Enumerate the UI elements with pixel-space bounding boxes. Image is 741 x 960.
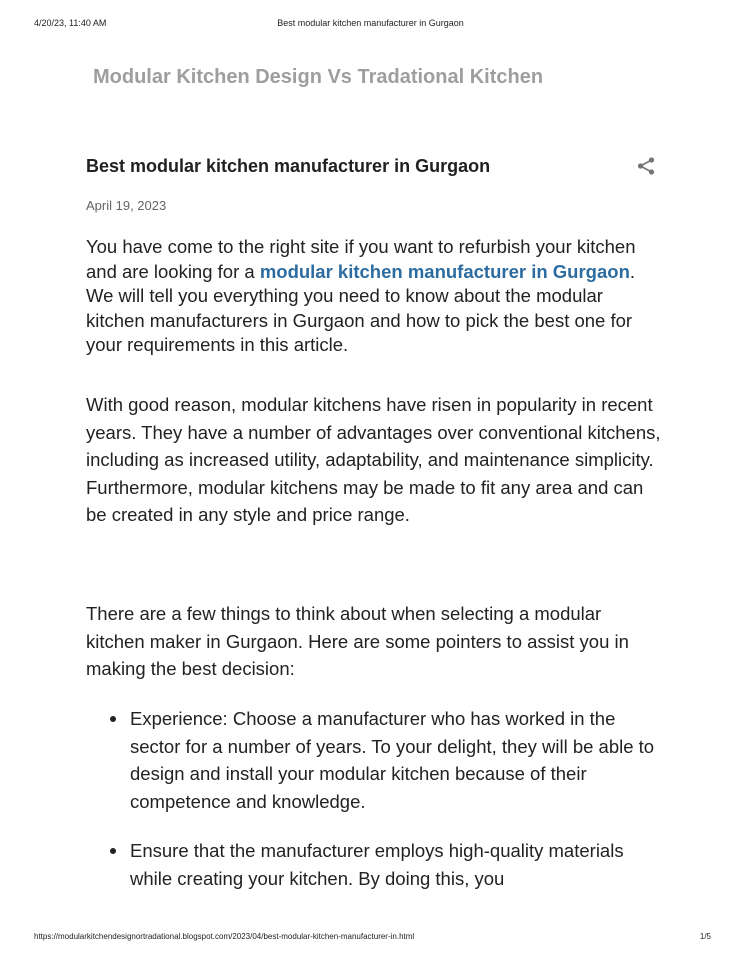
body-paragraph	[86, 600, 661, 683]
blog-title[interactable]: Modular Kitchen Design Vs Tradational Kitchen	[93, 66, 544, 88]
paragraph-pointers: There are a few things to think about when selecting a modular kitchen maker in Gurgaon. Here are some pointers to assist you in making the best decision:	[86, 603, 629, 679]
intro-paragraph	[86, 235, 661, 358]
list-item: Ensure that the manufacturer employs high-quality materials while creating your kitchen. By doing this, you	[105, 837, 665, 892]
print-header	[0, 18, 741, 30]
manufacturer-link[interactable]: modular kitchen manufacturer in Gurgaon	[259, 260, 630, 282]
list-item: Experience: Choose a manufacturer who has worked in the sector for a number of years. To your delight, they will be able to design and install your modular kitchen because of their competence and knowledge.	[105, 705, 665, 815]
intro-text-before: You have come to the right site if you want to refurbish your kitchen and are looking for a	[86, 236, 636, 282]
print-url: https://modularkitchendesignortradational.blogspot.com/2023/04/best-modular-kitchen-manufacturer-in.html	[34, 932, 415, 941]
body-paragraph	[86, 391, 661, 529]
intro-text-after: . We will tell you everything you need to know about the modular kitchen manufacturers in Gurgaon and how to pick the best one for your requirements in this article.	[86, 260, 636, 355]
bullet-list	[105, 705, 665, 815]
post-date: April 19, 2023	[86, 198, 167, 213]
page-number: 1/5	[699, 932, 711, 941]
bullet-list	[105, 837, 665, 892]
print-page-title: Best modular kitchen manufacturer in Gurgaon	[277, 18, 464, 28]
share-icon[interactable]	[636, 156, 656, 176]
print-datetime: 4/20/23, 11:40 AM	[34, 18, 107, 28]
post-title: Best modular kitchen manufacturer in Gurgaon	[86, 156, 491, 176]
paragraph-advantages: With good reason, modular kitchens have risen in popularity in recent years. They have a number of advantages over conventional kitchens, including as increased utility, adaptability, and maintenance simplicity. Furthermore, modular kitchens may be made to fit any area and can be created in any style and price range.	[86, 394, 661, 525]
